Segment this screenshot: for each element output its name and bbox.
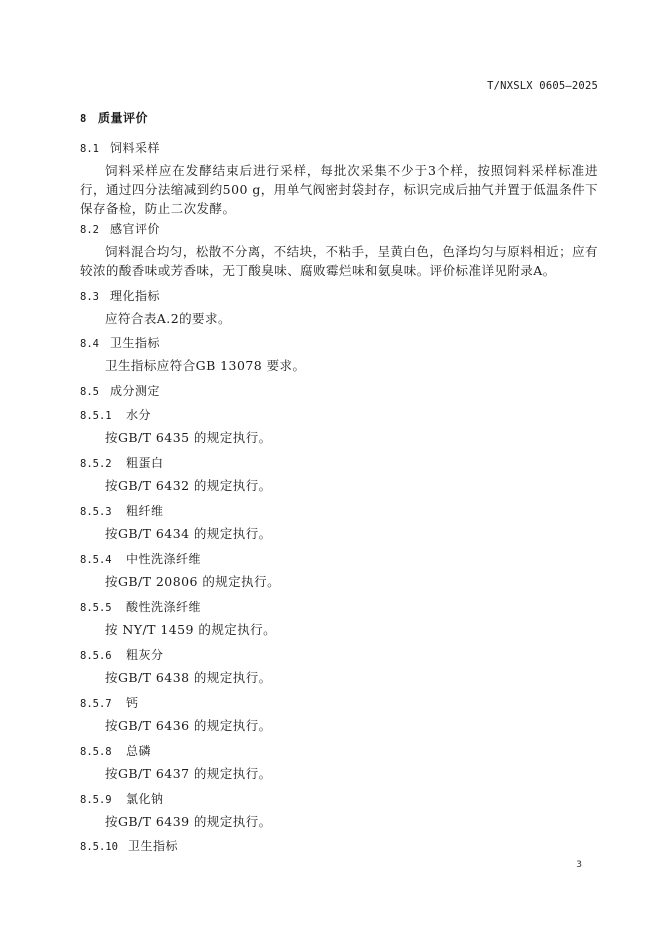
paragraph: 按GB/T 6435 的规定执行。: [105, 430, 272, 445]
clause-heading: [80, 502, 164, 519]
paragraph: 按GB/T 20806 的规定执行。: [105, 574, 281, 589]
clause-title: 中性洗涤纤维: [126, 552, 202, 566]
clause-heading: [80, 742, 151, 759]
subsection-title: 成分测定: [110, 384, 161, 398]
section-title: 质量评价: [98, 111, 149, 125]
clause-title: 氯化钠: [126, 792, 164, 806]
clause-number: 8.5.9: [80, 794, 112, 806]
paragraph: 按GB/T 6437 的规定执行。: [105, 766, 272, 781]
page-number: 3: [576, 860, 582, 870]
clause-number: 8.5.10: [80, 841, 118, 853]
paragraph: 按GB/T 6434 的规定执行。: [105, 526, 272, 541]
clause-number: 8.5.4: [80, 554, 112, 566]
paragraph: 按GB/T 6436 的规定执行。: [105, 718, 272, 733]
clause-title: 总磷: [126, 744, 152, 758]
subsection-title: 饲料采样: [110, 141, 161, 155]
clause-title: 水分: [126, 408, 152, 422]
subsection-title: 理化指标: [110, 289, 161, 303]
subsection-number: 8.5: [80, 386, 99, 398]
subsection-number: 8.1: [80, 143, 99, 155]
clause-heading: [80, 550, 201, 567]
clause-heading: [80, 837, 178, 854]
paragraph: 按GB/T 6432 的规定执行。: [105, 478, 272, 493]
clause-title: 粗灰分: [126, 648, 164, 662]
clause-number: 8.5.8: [80, 746, 112, 758]
paragraph: 按 NY/T 1459 的规定执行。: [105, 622, 277, 637]
subsection-number: 8.4: [80, 338, 99, 350]
clause-number: 8.5.3: [80, 506, 112, 518]
clause-title: 酸性洗涤纤维: [126, 600, 202, 614]
clause-heading: [80, 598, 201, 615]
subsection-heading: [80, 139, 160, 156]
subsection-title: 卫生指标: [110, 336, 161, 350]
clause-title: 粗纤维: [126, 504, 164, 518]
section-heading: [80, 109, 148, 126]
clause-number: 8.5.5: [80, 602, 112, 614]
clause-number: 8.5.1: [80, 410, 112, 422]
paragraph: 饲料混合均匀，松散不分离，不结块，不粘手，呈黄白色，色泽均匀与原料相近；应有较浓的酸香味或芳香味，无丁酸臭味、腐败霉烂味和氨臭味。评价标准详见附录A。: [80, 244, 598, 278]
subsection-number: 8.3: [80, 291, 99, 303]
paragraph: 饲料采样应在发酵结束后进行采样，每批次采集不少于3个样，按照饲料采样标准进行，通过四分法缩减到约500 g，用单气阀密封袋封存，标识完成后抽气并置于低温条件下保存备检，防止二次发酵。: [80, 163, 598, 216]
clause-title: 粗蛋白: [126, 456, 164, 470]
paragraph: 卫生指标应符合GB 13078 要求。: [105, 358, 306, 373]
subsection-heading: [80, 382, 160, 399]
clause-title: 卫生指标: [128, 839, 179, 853]
clause-heading: [80, 454, 164, 471]
clause-heading: [80, 406, 151, 423]
clause-heading: [80, 790, 164, 807]
subsection-title: 感官评价: [110, 222, 161, 236]
clause-number: 8.5.7: [80, 698, 112, 710]
clause-heading: [80, 646, 164, 663]
subsection-number: 8.2: [80, 224, 99, 236]
clause-number: 8.5.2: [80, 458, 112, 470]
section-number: 8: [80, 113, 87, 125]
clause-title: 钙: [126, 696, 139, 710]
subsection-heading: [80, 220, 160, 237]
paragraph: 按GB/T 6438 的规定执行。: [105, 670, 272, 685]
document-code: T/NXSLX 0605—2025: [487, 80, 598, 92]
clause-number: 8.5.6: [80, 650, 112, 662]
paragraph: 应符合表A.2的要求。: [105, 311, 231, 326]
subsection-heading: [80, 287, 160, 304]
clause-heading: [80, 694, 139, 711]
paragraph: 按GB/T 6439 的规定执行。: [105, 814, 272, 829]
subsection-heading: [80, 334, 160, 351]
